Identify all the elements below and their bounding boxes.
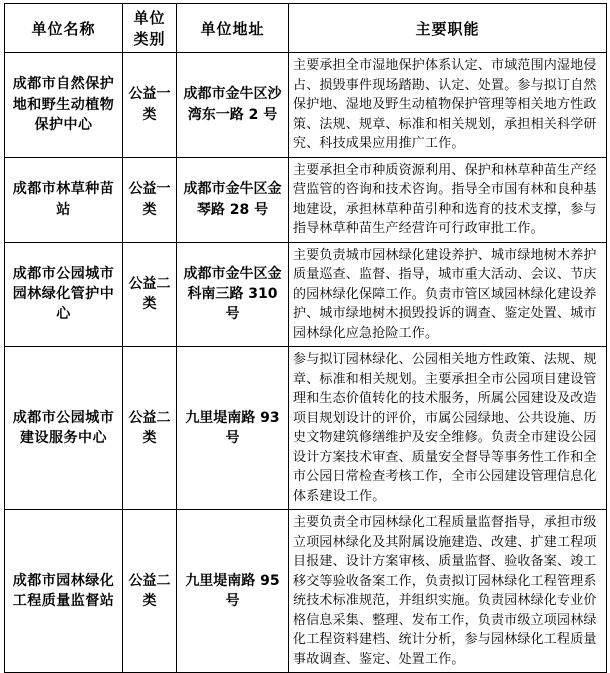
cell-main-duty: 参与拟订园林绿化、公园相关地方性政策、法规、规章、标准和相关规划。主要承担全市公园项目建设管理和生态价值转化的技术服务，所属公园建设及改造项目规划设计的评价，市属公园绿地、公共设施、历史文物建筑修缮维护及安全维修。负责全市建设公园设计方案技术审查、质量安全督导等事务性工作和全市公园日常检查考核工作，全市公园建设管理信息化体系建设工作。: [289, 347, 607, 510]
cell-unit-address: 成都市金牛区金科南三路 310 号: [177, 242, 289, 347]
cell-unit-address: 九里堤南路 95 号: [177, 510, 289, 673]
cell-unit-address: 成都市金牛区金琴路 28 号: [177, 157, 289, 242]
cell-unit-name: 成都市自然保护地和野生动植物保护中心: [5, 53, 123, 158]
cell-unit-name: 成都市林草种苗站: [5, 157, 123, 242]
table-row: [5, 510, 607, 673]
cell-unit-type: 公益二类: [123, 347, 177, 510]
table-row: [5, 157, 607, 242]
column-header-unit-name: 单位名称: [5, 4, 123, 53]
column-header-unit-address: 单位地址: [177, 4, 289, 53]
cell-unit-type: 公益二类: [123, 242, 177, 347]
cell-unit-type: 公益二类: [123, 510, 177, 673]
table-body: [5, 53, 607, 673]
cell-unit-address: 成都市金牛区沙湾东一路 2 号: [177, 53, 289, 158]
table-row: [5, 53, 607, 158]
cell-main-duty: 主要负责全市园林绿化工程质量监督指导，承担市级立项园林绿化及其附属设施建造、改建、扩建工程项目报建、设计方案审核、质量监督、验收备案、竣工移交等验收备案工作，负责拟订园林绿化工程管理系统技术标准规范，并组织实施。负责园林绿化专业价格信息采集、整理、发布工作，负责市级立项园林绿化工程资料建档、统计分析，参与园林绿化工程质量事故调查、鉴定、处置工作。: [289, 510, 607, 673]
cell-unit-name: 成都市园林绿化工程质量监督站: [5, 510, 123, 673]
cell-unit-name: 成都市公园城市园林绿化管护中心: [5, 242, 123, 347]
table-header: [5, 4, 607, 53]
cell-main-duty: 主要承担全市种质资源利用、保护和林草种苗生产经营监管的咨询和技术咨询。指导全市国有林和良种基地建设，承担林草种苗引种和选育的技术支撑，参与指导林草种苗生产经营许可行政审批工作。: [289, 157, 607, 242]
column-header-unit-type: 单位类别: [123, 4, 177, 53]
table-header-row: [5, 4, 607, 53]
unit-table: [4, 3, 607, 673]
cell-main-duty: 主要负责城市园林绿化建设养护、城市绿地树木养护质量巡查、监督、指导，城市重大活动、会议、节庆的园林绿化保障工作。负责市管区域园林绿化建设养护、城市绿地树木损毁投诉的调查、鉴定处置、城市园林绿化应急抢险工作。: [289, 242, 607, 347]
cell-unit-type: 公益一类: [123, 157, 177, 242]
table-row: [5, 242, 607, 347]
cell-main-duty: 主要承担全市湿地保护体系认定、市域范围内湿地侵占、损毁事件现场踏勘、认定、处置。参与拟订自然保护地、湿地及野生动植物保护管理等相关地方性政策、法规、规章、标准和相关规划，承担相关科学研究、科技成果应用推广工作。: [289, 53, 607, 158]
cell-unit-type: 公益一类: [123, 53, 177, 158]
cell-unit-name: 成都市公园城市建设服务中心: [5, 347, 123, 510]
table-row: [5, 347, 607, 510]
column-header-main-duty: 主要职能: [289, 4, 607, 53]
cell-unit-address: 九里堤南路 93 号: [177, 347, 289, 510]
